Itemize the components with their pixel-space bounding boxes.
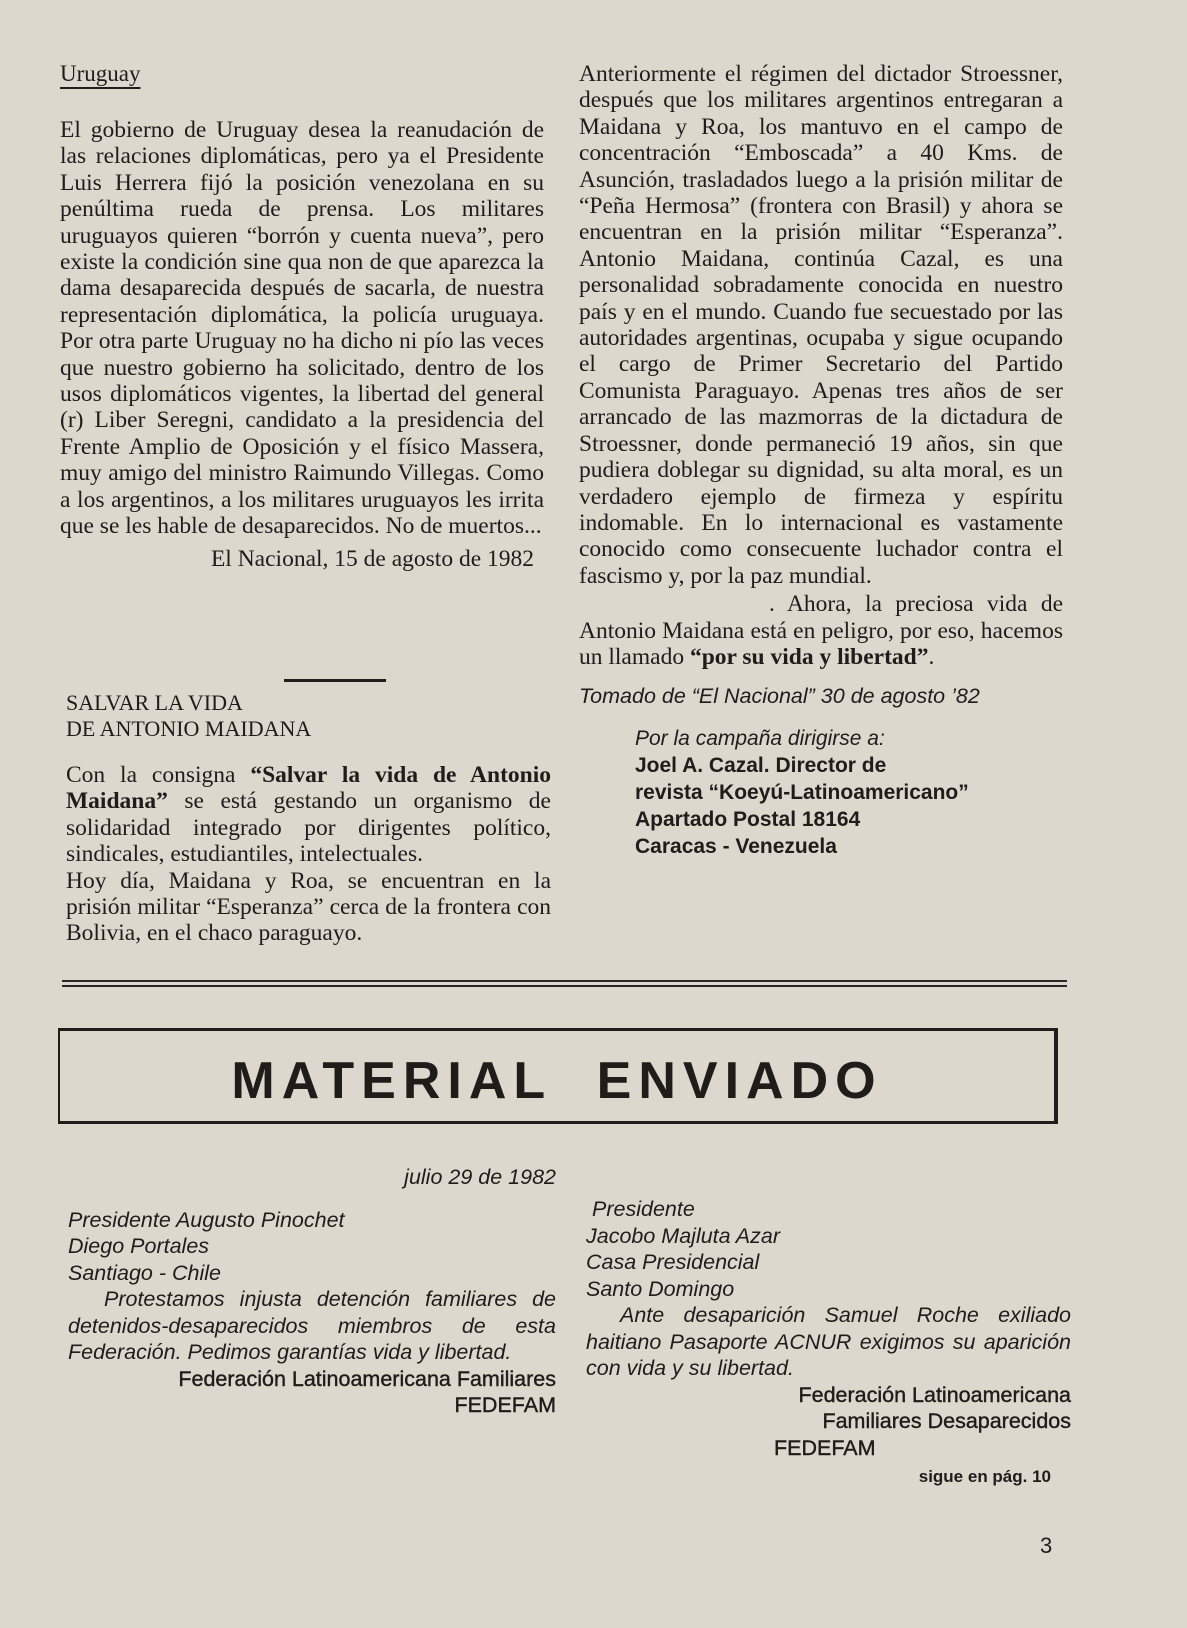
letter-majluta bbox=[586, 1196, 1071, 1487]
letter-right-sign-1: Federación Latinoamericana bbox=[798, 1382, 1071, 1407]
source-el-nacional-1: El Nacional, 15 de agosto de 1982 bbox=[210, 545, 534, 572]
section-divider bbox=[62, 980, 1067, 987]
right-p2-start: . Ahora, la preciosa vida de Antonio Maidana está en peligro, por eso, hacemos un llamado bbox=[579, 591, 1063, 670]
right-p2-end: . bbox=[928, 643, 935, 670]
contact-line-4: Caracas - Venezuela bbox=[635, 835, 837, 859]
letter-pinochet bbox=[68, 1164, 556, 1419]
letter-date: julio 29 de 1982 bbox=[404, 1165, 556, 1189]
right-p2-appeal: “por su vida y libertad” bbox=[689, 643, 929, 670]
banner-title: MATERIAL ENVIADO bbox=[231, 1052, 883, 1110]
letter-right-sign-3: FEDEFAM bbox=[774, 1435, 876, 1460]
letter-right-body: Ante desaparición Samuel Roche exiliado haitiano Pasaporte ACNUR exigimos su aparición con vida y su libertad. bbox=[586, 1303, 1071, 1380]
maidana-p1-end: se está gestando un organismo de solidaridad integrado por dirigentes político, sindicales, estudiantiles, intelectuales. bbox=[66, 788, 551, 868]
material-enviado-banner bbox=[58, 1028, 1058, 1124]
left-column bbox=[60, 62, 544, 572]
page-number: 3 bbox=[1040, 1533, 1053, 1558]
contact-block bbox=[635, 725, 1063, 860]
letter-left-addr-2: Diego Portales bbox=[68, 1234, 210, 1258]
uruguay-paragraph: El gobierno de Uruguay desea la reanudación de las relaciones diplomáticas, pero ya el Presidente Luis Herrera fijó la posición venezolana en su penúltima rueda de prensa. Los militares uruguayos quieren “borrón y cuenta nueva”, pero existe la condición sine qua non de que aparezca la dama desaparecida después de sacarla, de nuestra representación diplomática, la policía uruguaya. Por otra parte Uruguay no ha dicho ni pío las veces que nuestro gobierno ha solicitado, dentro de los usos diplomáticos vigentes, la libertad del general (r) Liber Seregni, candidato a la presidencia del Frente Amplio de Oposición y el físico Massera, muy amigo del ministro Raimundo Villegas. Como a los argentinos, a los militares uruguayos les irrita que se les hable de desaparecidos. No de muertos... bbox=[60, 117, 544, 540]
continued-note: sigue en pág. 10 bbox=[918, 1467, 1051, 1486]
letter-left-body: Protestamos injusta detención familiares de detenidos-desaparecidos miembros de esta Federación. Pedimos garantías vida y libertad. bbox=[68, 1287, 556, 1364]
maidana-p1-start: Con la consigna bbox=[66, 762, 251, 788]
maidana-p1-slogan: “Salvar la vida de Antonio Maidana” bbox=[66, 762, 552, 815]
right-paragraph-1: Anteriormente el régimen del dictador Stroessner, después que los militares argentinos entregaran a Maidana y Roa, los mantuvo en el campo de concentración “Emboscada” a 40 Kms. de Asunción, trasladados luego a la prisión militar de “Peña Hermosa” (frontera con Brasil) y ahora se encuentran en la prisión militar “Esperanza”. Antonio Maidana, continúa Cazal, es una personalidad sobradamente conocida en nuestro país y en el mundo. Cuando fue secuestado por las autoridades argentinas, ocupaba y sigue ocupando el cargo de Primer Secretario del Partido Comunista Paraguayo. Apenas tres años de ser arrancado de las mazmorras de la dictadura de Stroessner, donde permaneció 19 años, sin que pudiera doblegar su dignidad, su alta moral, es un verdadero ejemplo de firmeza y espíritu indomable. En lo internacional es vastamente conocido como consecuente luchador contra el fascismo y, por la paz mundial. bbox=[579, 61, 1063, 589]
maidana-paragraph-2: Hoy día, Maidana y Roa, se encuentran en la prisión militar “Esperanza” cerca de la frontera con Bolivia, en el chaco paraguayo. bbox=[66, 867, 551, 947]
letter-right-addr-1: Presidente bbox=[592, 1197, 695, 1221]
letter-right-addr-3: Casa Presidencial bbox=[586, 1250, 760, 1274]
right-paragraph-2 bbox=[579, 591, 1063, 670]
letter-left-addr-3: Santiago - Chile bbox=[68, 1260, 221, 1285]
contact-intro: Por la campaña dirigirse a: bbox=[635, 727, 885, 751]
letter-right-addr-4: Santo Domingo bbox=[586, 1276, 735, 1301]
letter-right-sign-2: Familiares Desaparecidos bbox=[822, 1409, 1071, 1433]
letter-right-addr-2: Jacobo Majluta Azar bbox=[586, 1223, 780, 1248]
letter-left-sign-2: FEDEFAM bbox=[454, 1393, 556, 1417]
contact-line-2: revista “Koeyú-Latinoamericano” bbox=[635, 781, 969, 805]
source-el-nacional-2: Tomado de “El Nacional” 30 de agosto ’82 bbox=[579, 684, 980, 709]
short-divider bbox=[284, 679, 386, 682]
right-column bbox=[579, 61, 1063, 860]
letter-left-addr-1: Presidente Augusto Pinochet bbox=[68, 1207, 345, 1232]
contact-line-3: Apartado Postal 18164 bbox=[635, 808, 861, 832]
maidana-article bbox=[66, 690, 551, 947]
section-title-uruguay: Uruguay bbox=[60, 61, 141, 86]
contact-line-1: Joel A. Cazal. Director de bbox=[635, 754, 887, 778]
article-title-line2: DE ANTONIO MAIDANA bbox=[66, 716, 312, 741]
maidana-paragraph-1 bbox=[66, 762, 551, 868]
letter-left-sign-1: Federación Latinoamericana Familiares bbox=[178, 1366, 556, 1391]
article-title-line1: SALVAR LA VIDA bbox=[66, 690, 243, 715]
